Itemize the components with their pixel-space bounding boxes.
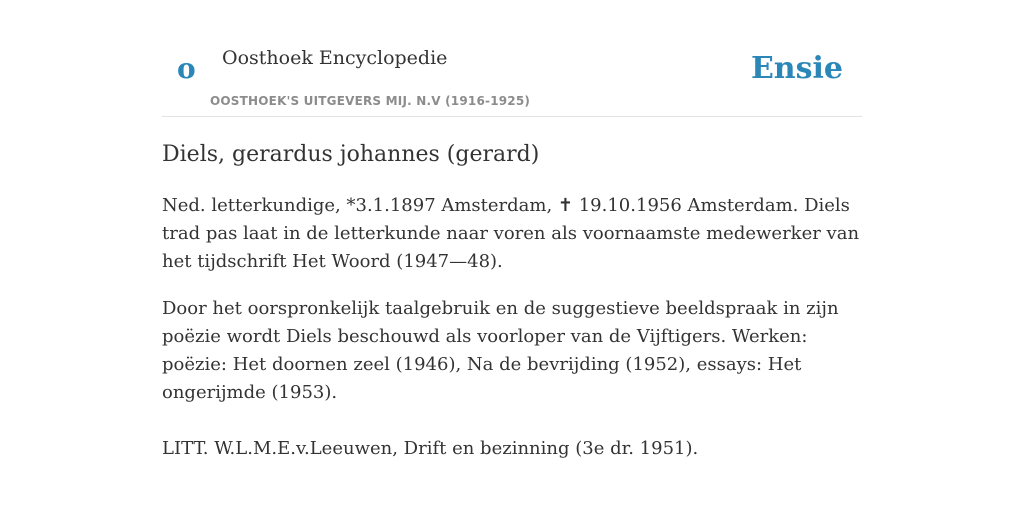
article-paragraph: Ned. letterkundige, *3.1.1897 Amsterdam, ✝ 19.10.1956 Amsterdam. Diels trad pas laat in de letterkunde naar voren als voornaamste medewerker van het tijdschrift Het Woord (1947—48). [162,195,860,272]
oosthoek-logo-icon[interactable]: o [177,52,196,85]
site-header [162,0,862,117]
site-title[interactable]: Oosthoek Encyclopedie [222,47,448,69]
publisher-subtitle: OOSTHOEK'S UITGEVERS MIJ. N.V (1916-1925) [210,94,531,108]
article-literature: LITT. W.L.M.E.v.Leeuwen, Drift en bezinning (3e dr. 1951). [162,438,699,459]
article [162,138,862,463]
ensie-brand-link[interactable]: Ensie [750,51,843,86]
article-title: Diels, gerardus johannes (gerard) [162,142,540,167]
article-paragraph: Door het oorspronkelijk taalgebruik en de suggestieve beeldspraak in zijn poëzie wordt Diels beschouwd als voorloper van de Vijftigers. Werken: poëzie: Het doornen zeel (1946), Na de bevrijding (1952), essays: Het ongerijmde (1953). [162,298,839,403]
